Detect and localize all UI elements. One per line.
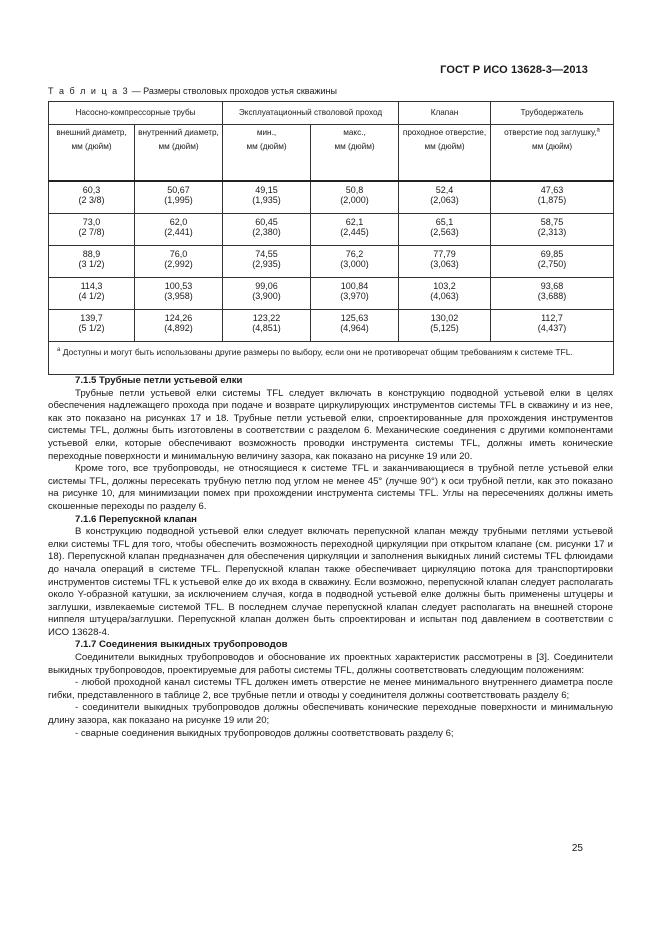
sub-header-unit: мм (дюйм) xyxy=(531,142,573,151)
cell-value-inch: (4,851) xyxy=(252,323,281,333)
page-number: 25 xyxy=(571,843,583,854)
table-row xyxy=(49,310,614,342)
cell-value-inch: (2,935) xyxy=(252,259,281,269)
cell-value-mm: 76,2 xyxy=(345,249,364,259)
cell-value-inch: (2,313) xyxy=(537,227,567,237)
section-heading: 7.1.5 Трубные петли устьевой елки xyxy=(75,375,243,386)
sub-header-cell xyxy=(491,125,614,182)
cell-value-inch: (2,445) xyxy=(340,227,369,237)
table-caption xyxy=(48,86,337,96)
sub-header-cell xyxy=(399,125,491,182)
table-cell xyxy=(223,246,311,278)
table-cell xyxy=(311,310,399,342)
cell-value-mm: 60,3 xyxy=(82,185,101,195)
cell-value-inch: (5,125) xyxy=(430,323,459,333)
table-cell xyxy=(399,214,491,246)
cell-value-inch: (3,000) xyxy=(340,259,369,269)
cell-value-mm: 93,68 xyxy=(540,281,564,291)
paragraph: Кроме того, все трубопроводы, не относящиеся к системе TFL и заканчивающиеся в трубной петле устьевой елки системы TFL, должны пересекать трубную петлю под углом не менее 45° (лучше 90°) к оси трубной петли, как это показано на рисунке 10, для минимизации помех при прохождении инструмента системы TFL. Углы на пересечениях должны иметь скошенные переходы по разделу 6. xyxy=(48,463,613,512)
dimensions-table xyxy=(48,101,614,375)
sub-header-unit: мм (дюйм) xyxy=(246,142,287,151)
table-cell xyxy=(135,246,223,278)
paragraph: В конструкцию подводной устьевой елки следует включать перепускной клапан между трубными петлями устьевой елки системы TFL для того, чтобы обеспечить возможность переходной циркуляции при открытом клапане (см. рисунки 17 и 18). Перепускной клапан предназначен для обеспечения циркуляции и заполнения выкидных линий системы TFL флюидами до начала операций в системе TFL. Перепускной клапан также обеспечивает циркуляцию потока для транспортировки инструментов системы TFL к устьевой елке до их входа в скважину. Если возможно, перепускной клапан следует располагать около Y-образной катушки, за исключением случая, когда в подводной устьевой елке должны быть применены штуцеры и заглушки, извлекаемые системой TFL. В последнем случае перепускной клапан следует располагать на внешней стороне ниппеля штуцера/заглушки. Перепускной клапан должен быть спроектирован и испытан под давлением в соответствии с ИСО 13628-4. xyxy=(48,526,613,638)
cell-value-mm: 62,1 xyxy=(345,217,364,227)
table-cell xyxy=(311,181,399,214)
cell-value-mm: 77,79 xyxy=(433,249,456,259)
cell-value-inch: (2 3/8) xyxy=(78,195,105,205)
sub-header-unit: мм (дюйм) xyxy=(158,142,199,151)
table-row xyxy=(49,181,614,214)
table-cell xyxy=(135,181,223,214)
sub-header-label: мин., xyxy=(256,128,277,137)
table-cell xyxy=(223,214,311,246)
group-header-row xyxy=(49,102,614,125)
table-cell xyxy=(135,310,223,342)
cell-value-mm: 65,1 xyxy=(435,217,454,227)
table-cell xyxy=(399,246,491,278)
cell-value-inch: (2,063) xyxy=(430,195,459,205)
sub-header-label: внутренний диаметр, xyxy=(138,128,219,137)
paragraph: - любой проходной канал системы TFL должен иметь отверстие не менее минимального внутреннего диаметра после гибки, представленного в таблице 2, все трубные петли и отводы у соединителя должны соответствовать разделу 6; xyxy=(48,677,613,701)
footnote-row xyxy=(49,342,614,375)
cell-value-inch: (1,995) xyxy=(164,195,193,205)
table-cell xyxy=(223,181,311,214)
table-cell xyxy=(491,310,614,342)
table-cell xyxy=(399,181,491,214)
footnote-ref: a xyxy=(596,127,600,134)
sub-header-label: проходное отверстие, xyxy=(402,128,487,137)
cell-value-mm: 58,75 xyxy=(540,217,564,227)
sub-header-cell xyxy=(49,125,135,182)
footnote-text: Доступны и могут быть использованы другие размеры по выбору, если они не противоречат общим требованиям к системе TFL. xyxy=(60,347,573,357)
cell-value-inch: (5 1/2) xyxy=(78,323,105,333)
cell-value-inch: (2,750) xyxy=(537,259,567,269)
table-caption-prefix: Т а б л и ц а 3 xyxy=(48,86,130,96)
table-cell xyxy=(491,278,614,310)
table-row xyxy=(49,214,614,246)
group-header-hanger: Трубодержатель xyxy=(491,102,614,125)
section-heading: 7.1.7 Соединения выкидных трубопроводов xyxy=(75,639,288,651)
cell-value-inch: (4,437) xyxy=(537,323,567,333)
table-cell xyxy=(399,310,491,342)
sub-header-row xyxy=(49,125,614,182)
table-cell xyxy=(399,278,491,310)
table-row xyxy=(49,246,614,278)
table-cell xyxy=(491,246,614,278)
sub-header-unit: мм (дюйм) xyxy=(334,142,375,151)
cell-value-mm: 139,7 xyxy=(80,313,103,323)
cell-value-mm: 123,22 xyxy=(252,313,281,323)
sub-header-label: макс., xyxy=(343,128,366,137)
sub-header-cell xyxy=(311,125,399,182)
group-header-valve: Клапан xyxy=(399,102,491,125)
table-cell xyxy=(49,181,135,214)
table-cell xyxy=(135,214,223,246)
body-text xyxy=(48,375,613,740)
cell-value-mm: 103,2 xyxy=(433,281,456,291)
cell-value-inch: (2,441) xyxy=(164,227,193,237)
cell-value-inch: (2,992) xyxy=(164,259,193,269)
cell-value-mm: 88,9 xyxy=(82,249,101,259)
table-row xyxy=(49,278,614,310)
table-cell xyxy=(223,310,311,342)
cell-value-mm: 100,53 xyxy=(164,281,193,291)
cell-value-mm: 76,0 xyxy=(169,249,188,259)
cell-value-inch: (1,875) xyxy=(537,195,567,205)
table-cell xyxy=(311,246,399,278)
cell-value-mm: 100,84 xyxy=(340,281,369,291)
cell-value-inch: (2,000) xyxy=(340,195,369,205)
table-cell xyxy=(49,278,135,310)
section-heading: 7.1.6 Перепускной клапан xyxy=(75,513,197,525)
cell-value-inch: (2 7/8) xyxy=(78,227,105,237)
cell-value-mm: 52,4 xyxy=(435,185,454,195)
table-body xyxy=(49,181,614,342)
table-cell xyxy=(135,278,223,310)
sub-header-cell xyxy=(135,125,223,182)
cell-value-mm: 62,0 xyxy=(169,217,188,227)
table-cell xyxy=(491,181,614,214)
sub-header-label: отверстие под заглушку, xyxy=(504,128,597,137)
cell-value-inch: (3,900) xyxy=(252,291,281,301)
cell-value-mm: 50,67 xyxy=(167,185,190,195)
cell-value-inch: (4,892) xyxy=(164,323,193,333)
cell-value-mm: 74,55 xyxy=(255,249,278,259)
cell-value-inch: (3,970) xyxy=(340,291,369,301)
cell-value-inch: (4,964) xyxy=(340,323,369,333)
table-cell xyxy=(491,214,614,246)
cell-value-mm: 124,26 xyxy=(164,313,193,323)
cell-value-inch: (3 1/2) xyxy=(78,259,105,269)
footnote-mark: a xyxy=(57,347,61,354)
sub-header-unit: мм (дюйм) xyxy=(71,142,112,151)
sub-header-unit: мм (дюйм) xyxy=(424,142,465,151)
cell-value-mm: 112,7 xyxy=(541,313,563,323)
cell-value-mm: 69,85 xyxy=(540,249,564,259)
paragraph: - сварные соединения выкидных трубопроводов должны соответствовать разделу 6; xyxy=(75,727,454,739)
cell-value-mm: 114,3 xyxy=(80,281,103,291)
paragraph: Соединители выкидных трубопроводов и обоснование их проектных характеристик рассмотрены в [3]. Соединители выкидных трубопроводов, проектируемые для работы системы TFL, должны соответствовать следующим положениям: xyxy=(48,652,613,676)
cell-value-mm: 49,15 xyxy=(255,185,278,195)
table-cell xyxy=(311,214,399,246)
group-header-tubing: Насосно-компрессорные трубы xyxy=(49,102,223,125)
cell-value-inch: (4,063) xyxy=(430,291,459,301)
table-footnote xyxy=(49,342,614,375)
cell-value-inch: (1,935) xyxy=(252,195,281,205)
cell-value-inch: (3,958) xyxy=(164,291,193,301)
cell-value-inch: (2,563) xyxy=(430,227,459,237)
group-header-bore: Эксплуатационный стволовой проход xyxy=(223,102,399,125)
cell-value-inch: (3,688) xyxy=(537,291,567,301)
sub-header-label: внешний диаметр, xyxy=(56,128,127,137)
paragraph: - соединители выкидных трубопроводов должны обеспечивать конические переходные поверхности и минимальную длину зазора, как показано на рисунке 19 или 20; xyxy=(48,702,613,727)
table-cell xyxy=(49,310,135,342)
cell-value-mm: 47,63 xyxy=(540,185,564,195)
table-cell xyxy=(49,246,135,278)
cell-value-inch: (2,380) xyxy=(252,227,281,237)
cell-value-mm: 125,63 xyxy=(340,313,369,323)
paragraph: Трубные петли устьевой елки системы TFL следует включать в конструкцию подводной устьевой елки в целях обеспечения надлежащего прохода при подаче и возврате циркулирующих инструментов системы TFL в скважину и из нее, как это показано на рисунках 17 и 18. Трубные петли устьевой елки, спроектированные для прохождения инструментов системы TFL, должны быть изготовлены в соответствии с разделом 6. Механические соединения с другими компонентами устьевой елки, которые обеспечивают возможность проводки инструмента системы TFL, должны иметь конические переходные поверхности и минимальную величину зазора, как показано на рисунке 19 или 20. xyxy=(48,387,613,462)
table-caption-text: — Размеры стволовых проходов устья скважины xyxy=(129,86,337,96)
cell-value-inch: (3,063) xyxy=(430,259,459,269)
cell-value-mm: 50,8 xyxy=(345,185,364,195)
table-cell xyxy=(311,278,399,310)
cell-value-mm: 60,45 xyxy=(255,217,278,227)
cell-value-inch: (4 1/2) xyxy=(78,291,105,301)
standard-id: ГОСТ Р ИСО 13628-3—2013 xyxy=(440,64,588,76)
cell-value-mm: 130,02 xyxy=(430,313,459,323)
cell-value-mm: 73,0 xyxy=(82,217,101,227)
cell-value-mm: 99,06 xyxy=(255,281,278,291)
sub-header-cell xyxy=(223,125,311,182)
table-cell xyxy=(49,214,135,246)
table-cell xyxy=(223,278,311,310)
